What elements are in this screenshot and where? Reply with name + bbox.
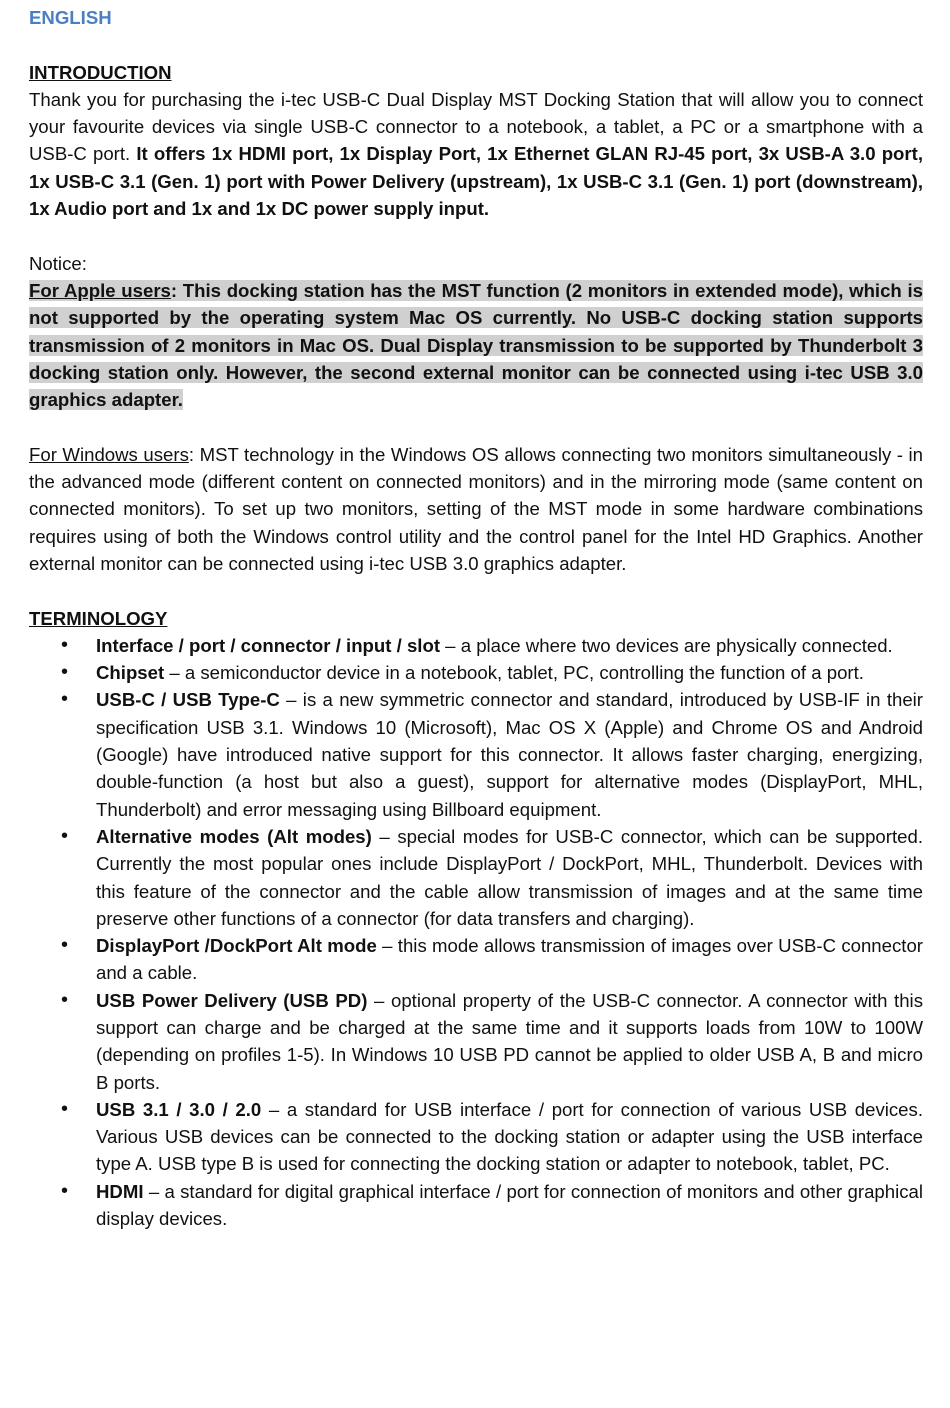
list-item <box>29 1178 923 1233</box>
bullet-icon: • <box>61 661 69 684</box>
windows-notice-paragraph <box>29 441 923 577</box>
bullet-icon: • <box>61 633 69 656</box>
introduction-heading: INTRODUCTION <box>29 61 172 83</box>
bullet-icon: • <box>61 824 69 847</box>
list-item <box>29 659 923 686</box>
windows-users-label: For Windows users <box>29 443 189 465</box>
bullet-icon: • <box>61 688 69 711</box>
term-description: – a place where two devices are physically connected. <box>440 634 893 656</box>
spacer <box>29 577 923 604</box>
term-name: HDMI <box>96 1180 144 1202</box>
term-name: Interface / port / connector / input / slot <box>96 634 441 656</box>
introduction-paragraph <box>29 86 923 222</box>
document-page <box>29 4 923 1232</box>
list-item <box>29 987 923 1096</box>
apple-users-label: For Apple users <box>29 279 171 301</box>
term-description: – a semiconductor device in a notebook, tablet, PC, controlling the function of a port. <box>164 662 864 684</box>
list-item <box>29 686 923 822</box>
apple-notice-paragraph <box>29 277 923 413</box>
list-item <box>29 1096 923 1178</box>
term-description: – a standard for digital graphical interface / port for connection of monitors and other graphical display devices. <box>96 1180 923 1230</box>
term-name: USB-C / USB Type-C <box>96 689 280 711</box>
language-label: ENGLISH <box>29 7 112 28</box>
bullet-icon: • <box>61 1097 69 1120</box>
bullet-icon: • <box>61 934 69 957</box>
terminology-heading: TERMINOLOGY <box>29 607 168 629</box>
list-item <box>29 932 923 987</box>
list-item <box>29 823 923 932</box>
bullet-icon: • <box>61 1179 69 1202</box>
apple-notice-text: : This docking station has the MST function (2 monitors in extended mode), which is not supported by the operating system Mac OS currently. No USB-C docking station supports transmission of 2 monitors in Mac OS. Dual Display transmission to be supported by Thunderbolt 3 docking station only. However, the second external monitor can be connected using i-tec USB 3.0 graphics adapter. <box>29 279 923 411</box>
term-name: Alternative modes (Alt modes) <box>96 825 372 847</box>
term-name: Chipset <box>96 662 165 684</box>
introduction-bold-text: It offers 1x HDMI port, 1x Display Port, 1x Ethernet GLAN RJ-45 port, 3x USB-A 3.0 port, 1x USB-C 3.1 (Gen. 1) port with Power Delivery (upstream), 1x USB-C 3.1 (Gen. 1) port (downstream), 1x Audio port and 1x and 1x DC power supply input. <box>29 143 924 220</box>
term-description: – a standard for USB interface / port for connection of various USB devices. Various USB devices can be connected to the docking station or adapter using the USB interface type A. USB type B is used for connecting the docking station or adapter to notebook, tablet, PC. <box>96 1098 923 1175</box>
term-name: DisplayPort /DockPort Alt mode <box>96 935 377 957</box>
spacer <box>29 222 923 249</box>
term-description: – special modes for USB-C connector, which can be supported. Currently the most popular ones include DisplayPort / DockPort, MHL, Thunderbolt. Devices with this feature of the connector and the cable allow transmission of images and at the same time preserve other functions of a connector (for data transfers and charging). <box>96 825 923 929</box>
windows-notice-text: : MST technology in the Windows OS allows connecting two monitors simultaneously - in the advanced mode (different content on connected monitors) and in the mirroring mode (same content on connected monitors). To set up two monitors, setting of the MST mode in some hardware combinations requires using of both the Windows control utility and the control panel for the Intel HD Graphics. Another external monitor can be connected using i-tec USB 3.0 graphics adapter. <box>29 443 923 574</box>
spacer <box>29 413 923 440</box>
term-description: – is a new symmetric connector and standard, introduced by USB-IF in their specification USB 3.1. Windows 10 (Microsoft), Mac OS X (Apple) and Chrome OS and Android (Google) have introduced native support for this connector. It allows faster charging, energizing, double-function (a host but also a guest), support for alternative modes (DisplayPort, MHL, Thunderbolt) and error messaging using Billboard equipment. <box>96 689 924 820</box>
introduction-text: Thank you for purchasing the i-tec USB-C Dual Display MST Docking Station that will allow you to connect your favourite devices via single USB-C connector to a notebook, a tablet, a PC or a smartphone with a USB-C port. <box>29 88 923 165</box>
terminology-list <box>29 632 923 1233</box>
bullet-icon: • <box>61 988 69 1011</box>
notice-heading: Notice: <box>29 252 87 274</box>
term-description: – this mode allows transmission of images over USB-C connector and a cable. <box>96 935 923 984</box>
term-name: USB Power Delivery (USB PD) <box>96 989 368 1011</box>
spacer <box>29 31 923 58</box>
term-description: – optional property of the USB-C connector. A connector with this support can charge and be charged at the same time and it supports loads from 10W to 100W (depending on profiles 1-5). In Windows 10 USB PD cannot be applied to older USB A, B and micro B ports. <box>96 989 923 1093</box>
list-item <box>29 632 923 659</box>
term-name: USB 3.1 / 3.0 / 2.0 <box>96 1098 262 1120</box>
